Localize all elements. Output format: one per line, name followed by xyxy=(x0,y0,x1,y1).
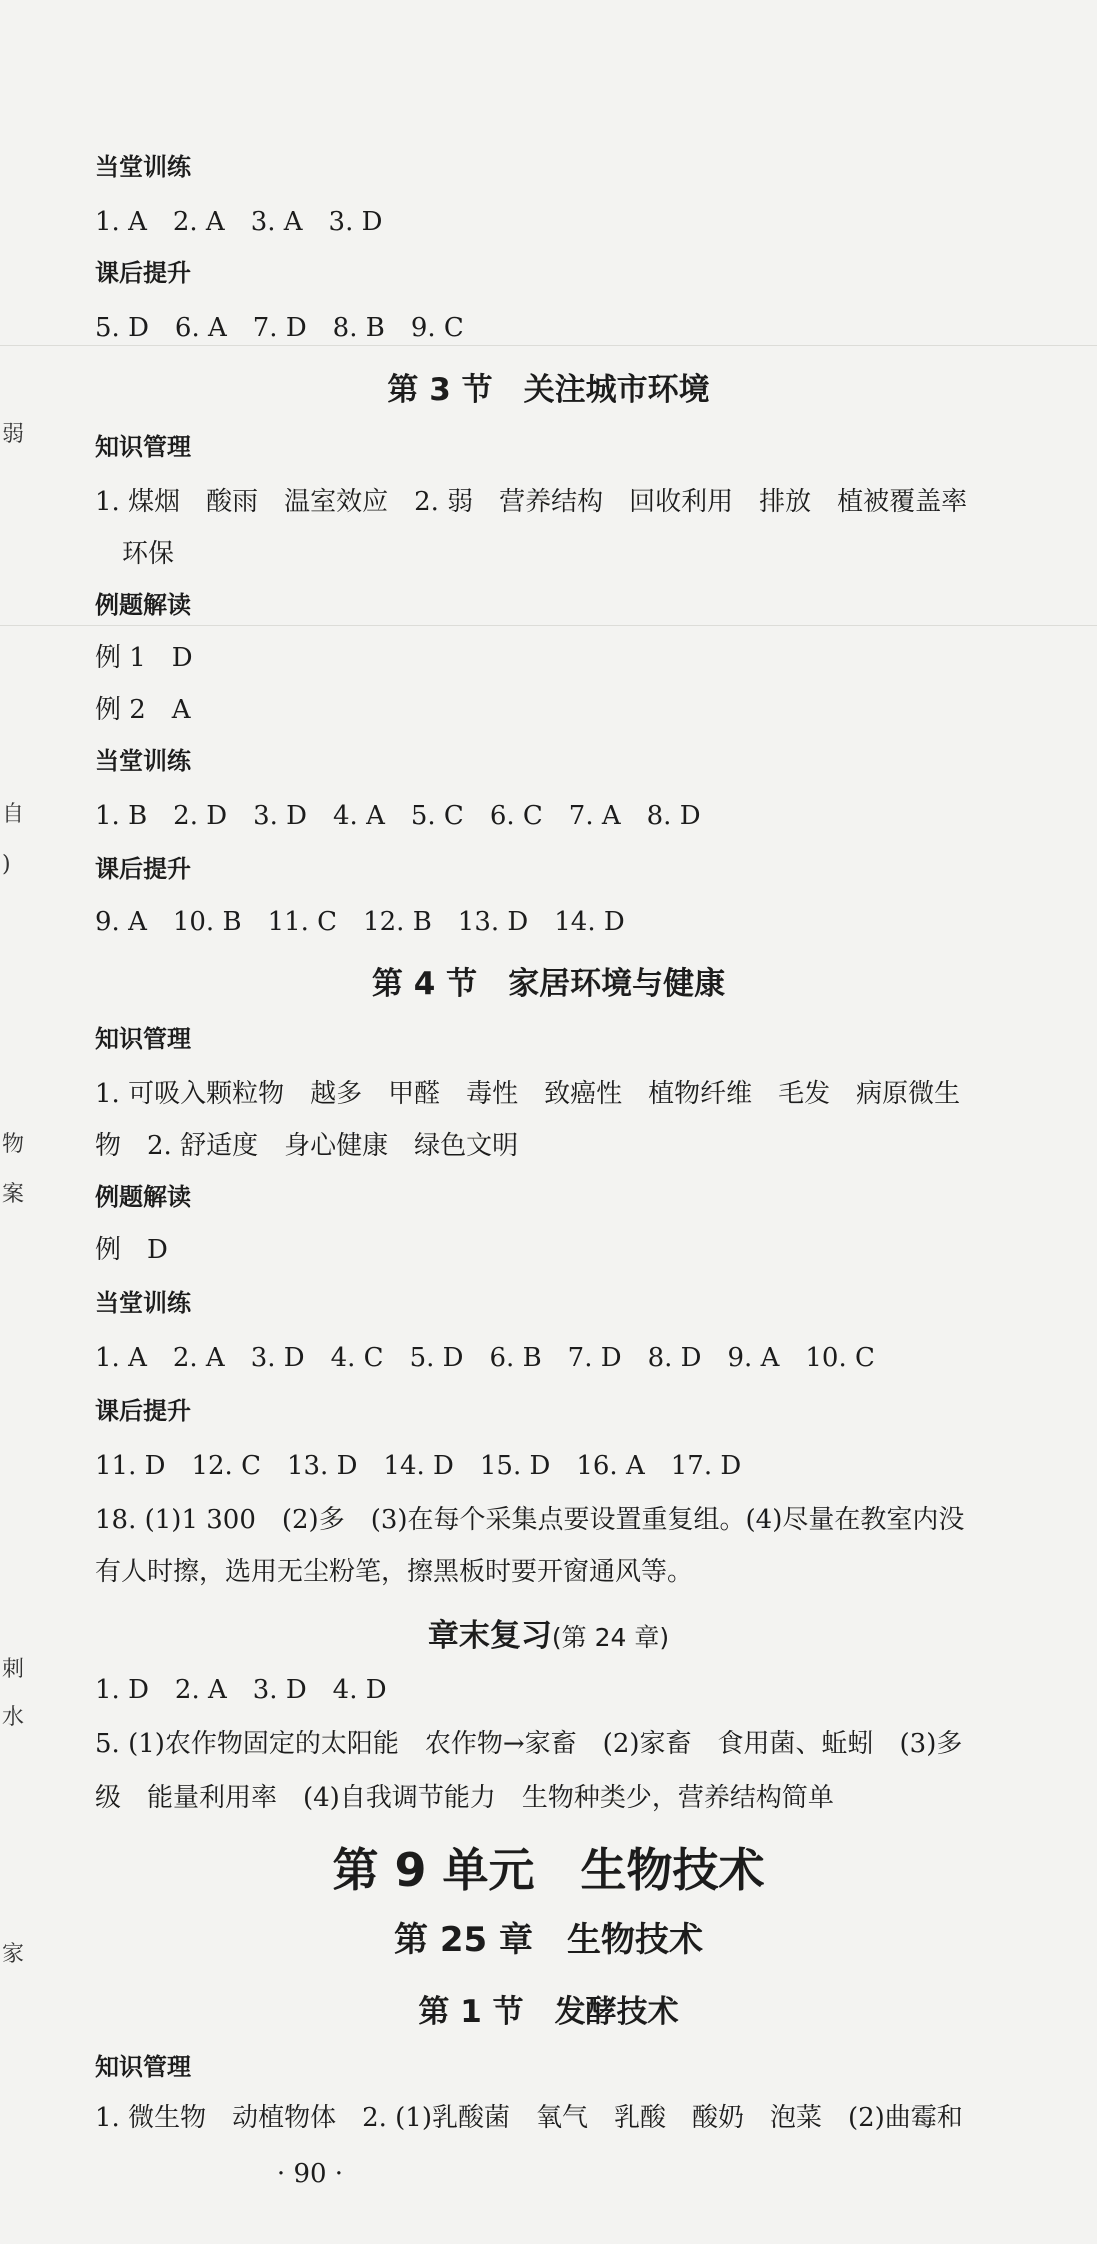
section-title: 第 1 节 发酵技术 xyxy=(418,1994,679,2030)
answer-line: 1. 煤烟 酸雨 温室效应 2. 弱 营养结构 回收利用 排放 植被覆盖率 xyxy=(95,487,968,517)
section-heading: 例题解读 xyxy=(95,1183,191,1211)
answer-line: 例 D xyxy=(95,1235,168,1265)
answer-line: 18. (1)1 300 (2)多 (3)在每个采集点要设置重复组。(4)尽量在教室内没 xyxy=(95,1505,965,1535)
section-title xyxy=(0,1614,1097,1660)
answer-line: 环保 xyxy=(122,539,175,569)
answer-line: 1. B 2. D 3. D 4. A 5. C 6. C 7. A 8. D xyxy=(95,801,701,831)
section-heading: 课后提升 xyxy=(95,259,191,287)
answer-line: 例 1 D xyxy=(95,643,193,673)
margin-char: 水 xyxy=(2,1705,25,1730)
section-heading: 知识管理 xyxy=(95,1025,191,1053)
answer-line: 例 2 A xyxy=(95,695,191,725)
section-heading: 课后提升 xyxy=(95,1397,191,1425)
answer-line: 9. A 10. B 11. C 12. B 13. D 14. D xyxy=(95,907,625,937)
margin-char: 物 xyxy=(2,1132,25,1157)
answer-line: 1. A 2. A 3. A 3. D xyxy=(95,207,383,237)
fold-line xyxy=(0,625,1097,626)
unit-title: 第 9 单元 生物技术 xyxy=(332,1843,765,1897)
page-number: · 90 · xyxy=(276,2159,344,2189)
margin-char: ) xyxy=(2,852,11,877)
answer-line: 级 能量利用率 (4)自我调节能力 生物种类少，营养结构简单 xyxy=(95,1783,834,1813)
answer-line: 1. 微生物 动植物体 2. (1)乳酸菌 氧气 乳酸 酸奶 泡菜 (2)曲霉和 xyxy=(95,2103,963,2133)
section-title: 第 3 节 关注城市环境 xyxy=(387,372,710,408)
answer-line: 有人时擦，选用无尘粉笔，擦黑板时要开窗通风等。 xyxy=(95,1557,694,1587)
answer-line: 物 2. 舒适度 身心健康 绿色文明 xyxy=(95,1131,519,1161)
section-heading: 知识管理 xyxy=(95,433,191,461)
chapter-title: 第 25 章 生物技术 xyxy=(394,1920,703,1960)
section-title: 第 4 节 家居环境与健康 xyxy=(371,966,726,1002)
margin-char: 自 xyxy=(2,802,25,827)
answer-line: 5. D 6. A 7. D 8. B 9. C xyxy=(95,313,464,343)
section-heading: 课后提升 xyxy=(95,855,191,883)
margin-char: 案 xyxy=(2,1182,25,1207)
section-heading: 当堂训练 xyxy=(95,153,191,181)
margin-char: 家 xyxy=(2,1942,25,1967)
section-heading: 知识管理 xyxy=(95,2053,191,2081)
section-heading: 当堂训练 xyxy=(95,747,191,775)
margin-char: 刺 xyxy=(2,1657,25,1682)
section-heading: 当堂训练 xyxy=(95,1289,191,1317)
answer-line: 5. (1)农作物固定的太阳能 农作物→家畜 (2)家畜 食用菌、蚯蚓 (3)多 xyxy=(95,1729,963,1759)
section-title-sub: (第 24 章) xyxy=(551,1623,670,1652)
answer-line: 1. D 2. A 3. D 4. D xyxy=(95,1675,387,1705)
answer-line: 11. D 12. C 13. D 14. D 15. D 16. A 17. D xyxy=(95,1451,742,1481)
margin-char: 弱 xyxy=(2,422,25,447)
section-heading: 例题解读 xyxy=(95,591,191,619)
section-title-main: 章末复习 xyxy=(427,1618,552,1654)
answer-line: 1. A 2. A 3. D 4. C 5. D 6. B 7. D 8. D 9. A 10. C xyxy=(95,1343,875,1373)
answer-line: 1. 可吸入颗粒物 越多 甲醛 毒性 致癌性 植物纤维 毛发 病原微生 xyxy=(95,1079,961,1109)
